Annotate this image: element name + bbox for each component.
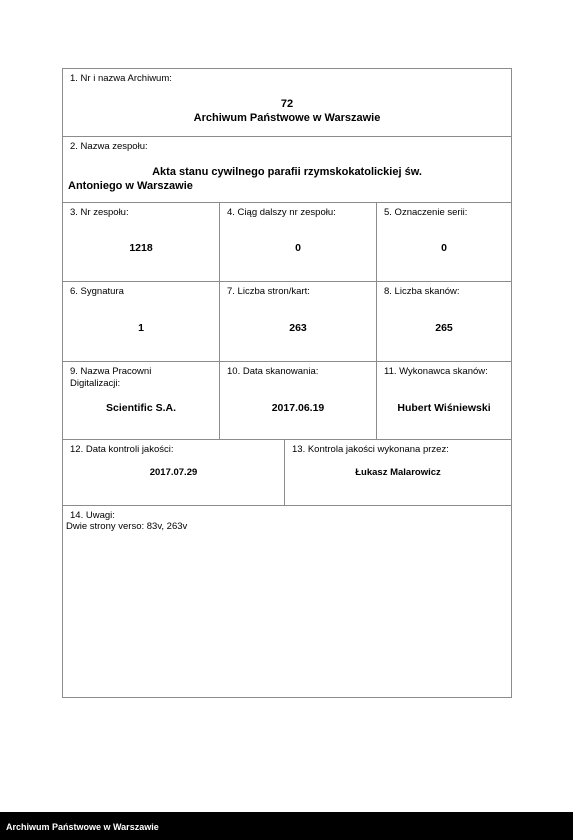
fonds-section <box>63 137 511 203</box>
scanner-label: 11. Wykonawca skanów: <box>384 366 488 377</box>
lab-label-line1: 9. Nazwa Pracowni <box>70 366 152 377</box>
qc-by-label: 13. Kontrola jakości wykonana przez: <box>292 444 449 455</box>
pages-cell <box>219 282 376 361</box>
pages-value: 263 <box>289 322 307 334</box>
archive-section <box>63 69 511 137</box>
scans-cell <box>376 282 511 361</box>
signature-label: 6. Sygnatura <box>70 286 124 297</box>
qc-date-cell <box>63 440 284 505</box>
lab-value: Scientific S.A. <box>105 402 177 414</box>
pages-label: 7. Liczba stron/kart: <box>227 286 310 297</box>
scans-value: 265 <box>435 322 453 334</box>
notes-text: Dwie strony verso: 83v, 263v <box>66 521 188 532</box>
footer-text: Archiwum Państwowe w Warszawie <box>6 822 159 832</box>
metadata-form <box>62 68 512 698</box>
continuation-cell <box>219 203 376 281</box>
signature-value: 1 <box>138 322 144 334</box>
footer-bar <box>0 812 573 840</box>
lab-cell <box>63 362 219 439</box>
qc-date-label: 12. Data kontroli jakości: <box>70 444 174 455</box>
scan-date-cell <box>219 362 376 439</box>
fonds-number-cell <box>63 203 219 281</box>
digitization-row <box>63 362 511 440</box>
quality-control-row <box>63 440 511 506</box>
fonds-number-value: 1218 <box>129 242 153 254</box>
fonds-label: 2. Nazwa zespołu: <box>70 141 148 152</box>
scanner-value: Hubert Wiśniewski <box>397 402 491 414</box>
continuation-value: 0 <box>295 242 301 254</box>
notes-label: 14. Uwagi: <box>70 510 115 521</box>
series-value: 0 <box>441 242 447 254</box>
scans-label: 8. Liczba skanów: <box>384 286 460 297</box>
archive-label: 1. Nr i nazwa Archiwum: <box>70 73 172 84</box>
signature-cell <box>63 282 219 361</box>
scanner-cell <box>376 362 511 439</box>
qc-by-cell <box>284 440 511 505</box>
series-cell <box>376 203 511 281</box>
lab-label-line2: Digitalizacji: <box>70 378 121 389</box>
archive-name: Archiwum Państwowe w Warszawie <box>193 112 381 124</box>
qc-date-value: 2017.07.29 <box>149 467 198 478</box>
counts-row <box>63 282 511 362</box>
fonds-details-row <box>63 203 511 282</box>
series-label: 5. Oznaczenie serii: <box>384 207 468 218</box>
continuation-label: 4. Ciąg dalszy nr zespołu: <box>227 207 336 218</box>
scan-date-label: 10. Data skanowania: <box>227 366 319 377</box>
fonds-name-line2: Antoniego w Warszawie <box>68 180 193 192</box>
qc-by-value: Łukasz Malarowicz <box>355 467 441 478</box>
fonds-number-label: 3. Nr zespołu: <box>70 207 129 218</box>
archive-number: 72 <box>280 98 294 110</box>
notes-section <box>63 506 511 697</box>
fonds-name-line1: Akta stanu cywilnego parafii rzymskokatolickiej św. <box>152 166 422 178</box>
scan-date-value: 2017.06.19 <box>271 402 325 414</box>
